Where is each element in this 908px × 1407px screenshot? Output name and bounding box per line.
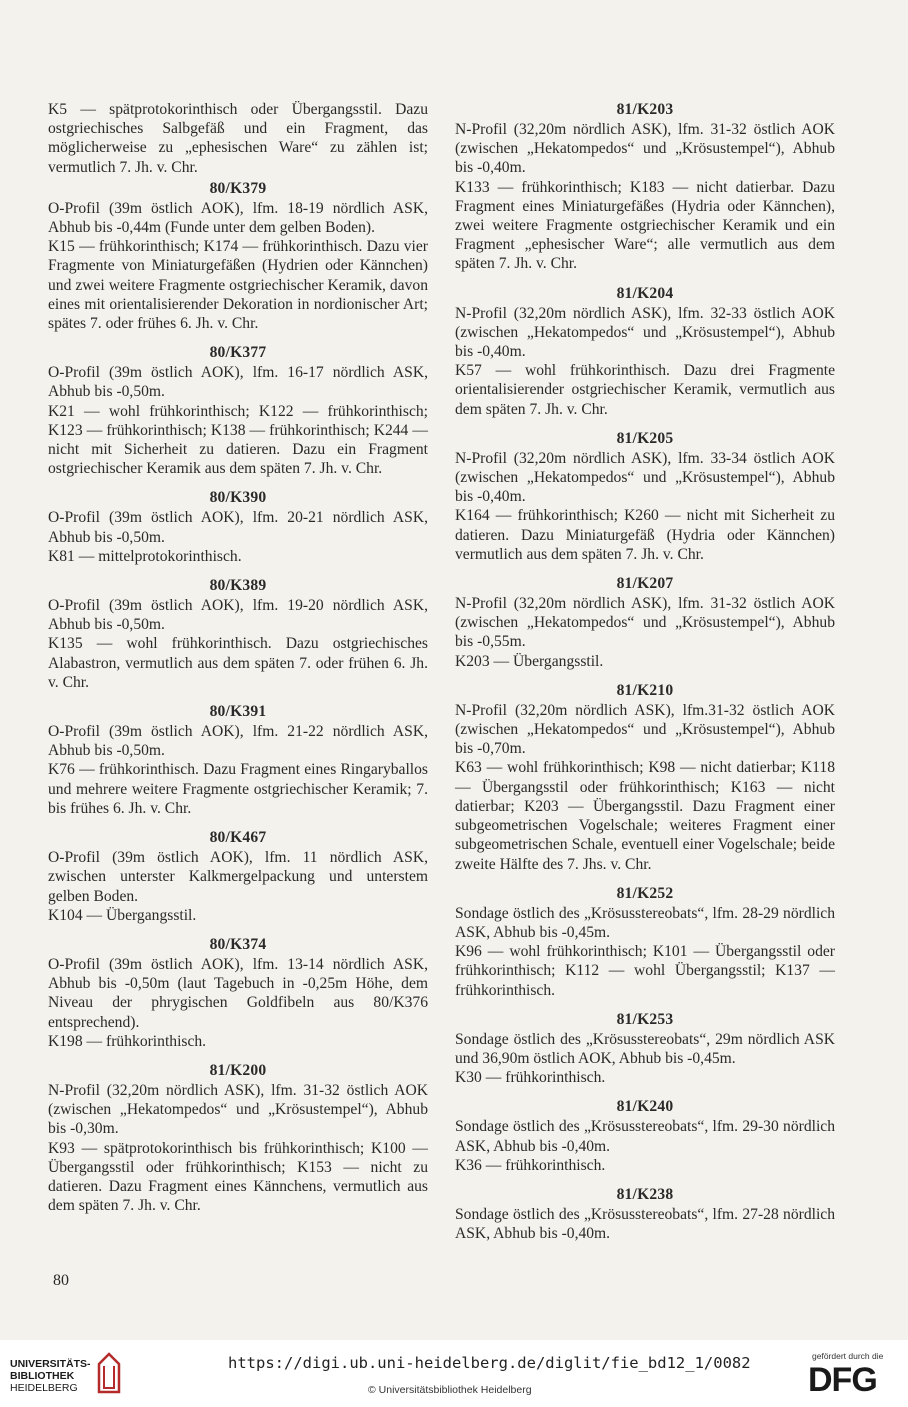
footer-bar xyxy=(0,1340,908,1407)
entry-heading: 80/K391 xyxy=(209,703,267,721)
copyright-text: © Universitätsbibliothek Heidelberg xyxy=(368,1384,532,1396)
page-number: 80 xyxy=(53,1272,69,1289)
entry-location: N-Profil (32,20m nördlich ASK), lfm. 31-32 östlich AOK (zwischen „Hekatompedos“ und „Krösustempel“), Abhub bis -0,40m. xyxy=(455,121,835,177)
entry-finds: K164 — frühkorinthisch; K260 — nicht mit Sicherheit zu datieren. Dazu Miniaturgefäß (Hydria oder Kännchen) vermutlich aus dem späten 7. Jh. v. Chr. xyxy=(455,507,835,563)
document-url-link[interactable]: https://digi.ub.uni-heidelberg.de/diglit/fie_bd12_1/0082 xyxy=(228,1354,751,1372)
entry-location: N-Profil (32,20m nördlich ASK), lfm. 32-33 östlich AOK (zwischen „Hekatompedos“ und „Krösustempel“), Abhub bis -0,40m. xyxy=(455,304,835,361)
entry-heading: 80/K467 xyxy=(209,829,267,847)
entry-heading: 81/K238 xyxy=(616,1185,674,1203)
catalog-entry xyxy=(48,702,428,818)
entry-location: O-Profil (39m östlich AOK), lfm. 21-22 nördlich ASK, Abhub bis -0,50m. xyxy=(48,723,428,760)
funded-by-text: gefördert durch die xyxy=(812,1351,884,1361)
entry-finds: K63 — wohl frühkorinthisch; K98 — nicht datierbar; K118 — Übergangsstil oder frühkorinthisch; K163 — nicht datierbar; K203 — Übergangsstil. Dazu Fragment einer subgeometrischen Vogelschale; weiteres Fragment einer subgeometrischen Schale, eventuell einer Vogelschale; beide zweite Hälfte des 7. Jhs. v. Chr. xyxy=(455,759,835,873)
entry-heading: 81/K210 xyxy=(616,681,674,699)
entry-finds: K76 — frühkorinthisch. Dazu Fragment eines Ringaryballos und mehrere weitere Fragmente ostgriechischer Keramik; 7. bis frühes 6. Jh. v. Chr. xyxy=(48,761,428,817)
catalog-entry xyxy=(48,935,428,1051)
entry-location: Sondage östlich des „Krösusstereobats“, lfm. 27-28 nördlich ASK, Abhub bis -0,40m. xyxy=(455,1205,835,1243)
entry-heading: 81/K204 xyxy=(616,284,674,302)
entry-finds: K81 — mittelprotokorinthisch. xyxy=(48,547,242,565)
dfg-logo: DFG xyxy=(808,1361,877,1399)
catalog-entry xyxy=(48,343,428,478)
entry-heading: 81/K205 xyxy=(616,429,674,447)
entry-heading: 81/K252 xyxy=(616,884,674,902)
entry-location: Sondage östlich des „Krösusstereobats“, lfm. 28-29 nördlich ASK, Abhub bis -0,45m. xyxy=(455,904,835,941)
library-name-line2: BIBLIOTHEK xyxy=(10,1370,75,1382)
entry-location: O-Profil (39m östlich AOK), lfm. 19-20 nördlich ASK, Abhub bis -0,50m. xyxy=(48,597,428,634)
entry-heading: 81/K200 xyxy=(209,1061,267,1079)
entry-location: O-Profil (39m östlich AOK), lfm. 20-21 nördlich ASK, Abhub bis -0,50m. xyxy=(48,509,428,546)
entry-finds: K135 — wohl frühkorinthisch. Dazu ostgriechisches Alabastron, vermutlich aus dem späten 7. oder frühen 6. Jh. v. Chr. xyxy=(48,635,428,691)
entry-heading: 80/K379 xyxy=(209,179,267,197)
entry-finds: K96 — wohl frühkorinthisch; K101 — Übergangsstil oder frühkorinthisch; K112 — wohl Übergangsstil; K137 — frühkorinthisch. xyxy=(455,943,835,999)
right-column xyxy=(455,100,835,1253)
entry-finds: K15 — frühkorinthisch; K174 — frühkorinthisch. Dazu vier Fragmente von Miniaturgefäßen (Hydrien oder Kännchen) und zwei weitere Fragmente ostgriechischer Keramik, davon eines mit orientalisierender Dekoration in nordionischer Art; spätes 7. oder frühes 6. Jh. v. Chr. xyxy=(48,238,428,333)
catalog-entry xyxy=(455,681,835,874)
entry-location: N-Profil (32,20m nördlich ASK), lfm. 31-32 östlich AOK (zwischen „Hekatompedos“ und „Krösustempel“), Abhub bis -0,55m. xyxy=(455,595,835,651)
entry-location: Sondage östlich des „Krösusstereobats“, lfm. 29-30 nördlich ASK, Abhub bis -0,40m. xyxy=(455,1118,835,1155)
entry-location: N-Profil (32,20m nördlich ASK), lfm. 33-34 östlich AOK (zwischen „Hekatompedos“ und „Krösustempel“), Abhub bis -0,40m. xyxy=(455,449,835,506)
entry-heading: 80/K389 xyxy=(209,577,267,595)
entry-heading: 80/K390 xyxy=(209,489,267,507)
catalog-entry xyxy=(455,284,835,419)
entry-location: O-Profil (39m östlich AOK), lfm. 11 nördlich ASK, zwischen unterster Kalkmergelpackung und unterstem gelben Boden. xyxy=(48,849,428,905)
entry-heading: 81/K203 xyxy=(616,101,674,118)
entry-heading: 80/K374 xyxy=(209,935,267,953)
entry-finds: K21 — wohl frühkorinthisch; K122 — frühkorinthisch; K123 — frühkorinthisch; K138 — frühkorinthisch; K244 — nicht mit Sicherheit zu datieren. Dazu ein Fragment ostgriechischer Keramik aus dem späten 7. Jh. v. Chr. xyxy=(48,402,428,478)
entry-finds: K93 — spätprotokorinthisch bis frühkorinthisch; K100 — Übergangsstil oder frühkorinthisch; K153 — nicht zu datieren. Dazu Fragment eines Kännchens, vermutlich aus dem späten 7. Jh. v. Chr. xyxy=(48,1139,428,1215)
entry-finds: K133 — frühkorinthisch; K183 — nicht datierbar. Dazu Fragment eines Miniaturgefäßes (Hydria oder Kännchen), zwei weitere Fragmente ostgriechischer Keramik und ein Fragment „ephesischer Ware“; alle vermutlich aus dem späten 7. Jh. v. Chr. xyxy=(455,178,835,273)
entry-heading: 81/K253 xyxy=(616,1010,674,1028)
left-column xyxy=(48,100,428,1225)
entry-finds: K203 — Übergangsstil. xyxy=(455,652,604,670)
catalog-entry xyxy=(455,100,835,274)
library-name-line3: HEIDELBERG xyxy=(10,1382,78,1394)
catalog-entry xyxy=(455,574,835,671)
catalog-entry xyxy=(48,488,428,566)
library-name-line1: UNIVERSITÄTS- xyxy=(10,1358,91,1370)
entry-finds: K57 — wohl frühkorinthisch. Dazu drei Fragmente orientalisierender ostgriechischer Keramik, vermutlich aus dem späten 7. Jh. v. Chr. xyxy=(455,362,835,418)
catalog-entry xyxy=(48,828,428,925)
catalog-entry xyxy=(455,1185,835,1243)
entry-location: Sondage östlich des „Krösusstereobats“, 29m nördlich ASK und 36,90m östlich AOK, Abhub bis -0,45m. xyxy=(455,1030,835,1067)
entry-finds: K198 — frühkorinthisch. xyxy=(48,1032,207,1050)
entry-location: O-Profil (39m östlich AOK), lfm. 16-17 nördlich ASK, Abhub bis -0,50m. xyxy=(48,364,428,401)
library-logo-text xyxy=(10,1358,91,1394)
entry-finds: K104 — Übergangsstil. xyxy=(48,906,197,924)
catalog-entry xyxy=(48,179,428,333)
entry-finds: K30 — frühkorinthisch. xyxy=(455,1069,606,1087)
entry-heading: 80/K377 xyxy=(209,344,267,362)
catalog-entry xyxy=(455,1097,835,1175)
entry-location: N-Profil (32,20m nördlich ASK), lfm.31-32 östlich AOK (zwischen „Hekatompedos“ und „Krösustempel“), Abhub bis -0,70m. xyxy=(455,701,835,758)
catalog-entry xyxy=(48,576,428,692)
catalog-entry xyxy=(455,884,835,1000)
catalog-entry xyxy=(455,429,835,564)
entry-location: O-Profil (39m östlich AOK), lfm. 18-19 nördlich ASK, Abhub bis -0,44m (Funde unter dem gelben Boden). xyxy=(48,199,428,237)
catalog-entry xyxy=(455,1010,835,1088)
entry-heading: 81/K207 xyxy=(616,575,674,593)
intro-paragraph: K5 — spätprotokorinthisch oder Übergangsstil. Dazu ostgriechisches Salbgefäß und ein Fragment, das möglicherweise zu „ephesischen Ware“ zu zählen ist; vermutlich 7. Jh. v. Chr. xyxy=(48,101,428,176)
entry-location: N-Profil (32,20m nördlich ASK), lfm. 31-32 östlich AOK (zwischen „Hekatompedos“ und „Krösustempel“), Abhub bis -0,30m. xyxy=(48,1081,428,1138)
entry-heading: 81/K240 xyxy=(616,1098,674,1116)
entry-finds: K36 — frühkorinthisch. xyxy=(455,1156,606,1174)
catalog-entry xyxy=(48,1061,428,1215)
library-logo-icon xyxy=(95,1352,123,1394)
entry-location: O-Profil (39m östlich AOK), lfm. 13-14 nördlich ASK, Abhub bis -0,50m (laut Tagebuch in -0,25m Höhe, dem Niveau der phrygischen Goldfibeln aus 80/K376 entsprechend). xyxy=(48,955,428,1031)
